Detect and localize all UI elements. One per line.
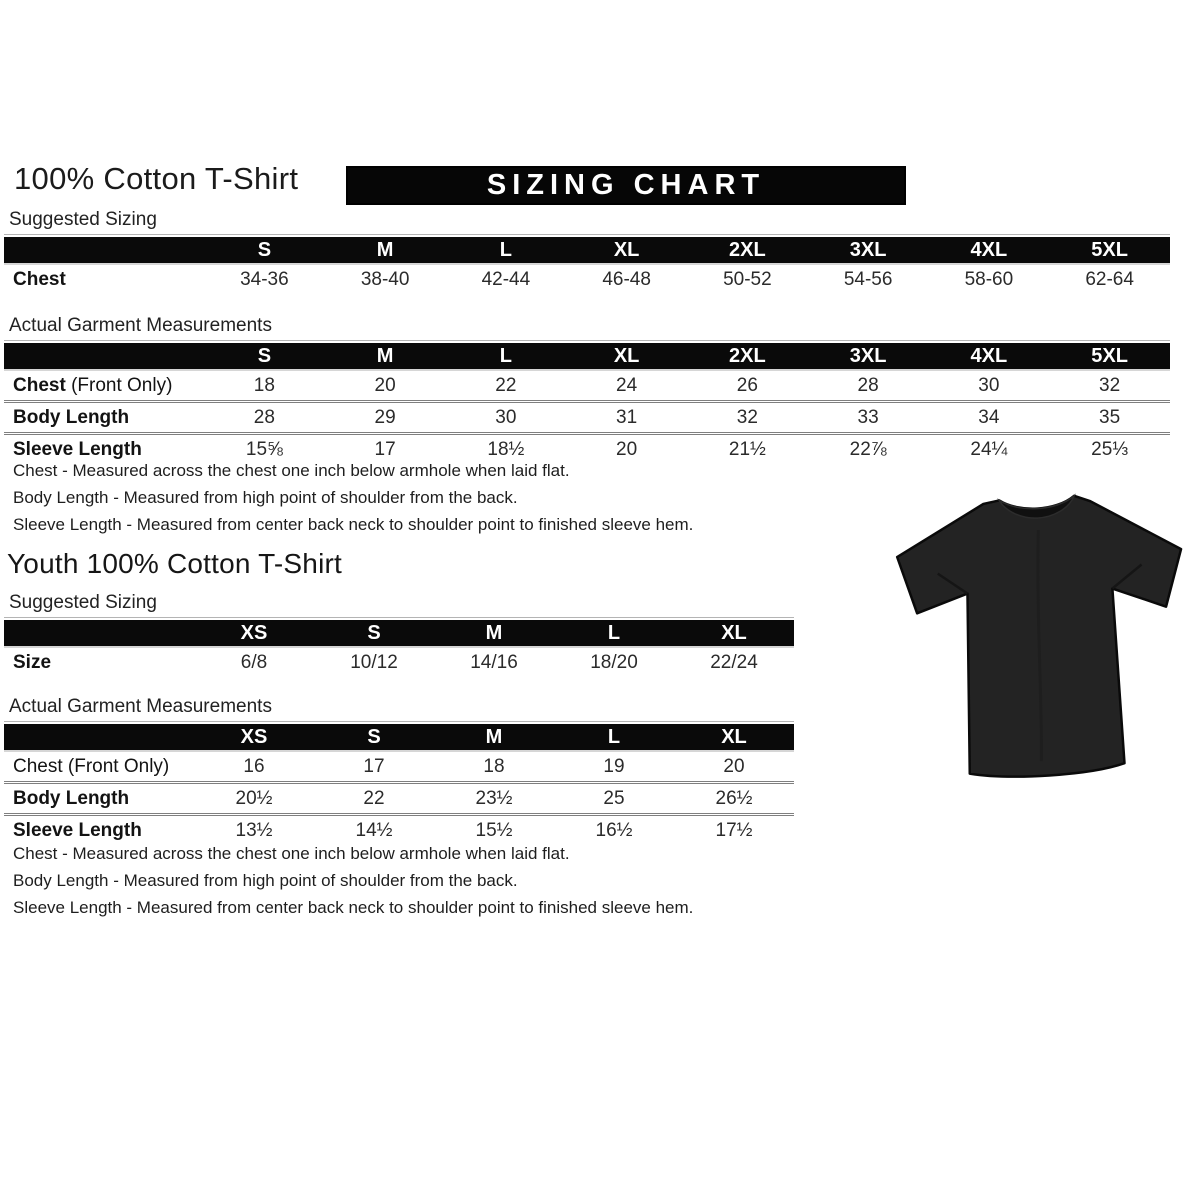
size-header-row: [4, 237, 1170, 264]
size-header-row: [4, 343, 1170, 370]
size-column-header: 5XL: [1049, 343, 1170, 370]
measurement-value: 26: [736, 374, 758, 396]
measurement-value: 18½: [446, 434, 567, 465]
size-column-header: XL: [674, 620, 794, 647]
table-row: [4, 751, 794, 783]
measurement-value: 20: [723, 755, 745, 777]
row-label: Sleeve Length: [4, 434, 204, 465]
adult-actual-table: [4, 343, 1170, 464]
measurement-value: 17: [325, 434, 446, 465]
size-column-header: M: [325, 343, 446, 370]
measurement-value: 20: [374, 374, 396, 396]
size-column-header: S: [204, 237, 325, 264]
measurement-value: 18/20: [590, 651, 638, 673]
measurement-value: 38-40: [360, 268, 410, 290]
row-label: Size: [13, 651, 52, 673]
measurement-value: 16: [243, 755, 265, 777]
measurement-value: 62-64: [1085, 268, 1134, 290]
adult-actual-section: [4, 315, 1170, 464]
size-column-header: XS: [194, 620, 314, 647]
size-column-header: 3XL: [808, 343, 929, 370]
row-label-header: [4, 343, 204, 370]
size-column-header: 2XL: [687, 237, 808, 264]
measurement-value: 30: [978, 374, 1000, 396]
adult-suggested-table: [4, 237, 1170, 294]
measurement-value: 14½: [314, 815, 434, 846]
size-column-header: 4XL: [929, 343, 1050, 370]
size-column-header: M: [325, 237, 446, 264]
size-column-header: XL: [566, 237, 687, 264]
suggested-sizing-label: Suggested Sizing: [4, 592, 794, 618]
measurement-value: 58-60: [964, 268, 1014, 290]
measurement-value: 19: [603, 755, 625, 777]
row-label: Chest (Front Only): [13, 374, 173, 396]
row-label: Body Length: [4, 783, 194, 815]
size-column-header: S: [314, 620, 434, 647]
body-length-note: Body Length - Measured from high point of shoulder from the back.: [13, 871, 518, 890]
row-label-header: [4, 237, 204, 264]
youth-suggested-section: [4, 592, 794, 677]
measurement-value: 33: [808, 402, 929, 434]
measurement-value: 14/16: [470, 651, 518, 673]
row-label-header: [4, 724, 194, 751]
sleeve-length-note: Sleeve Length - Measured from center back neck to shoulder point to finished sleeve hem.: [13, 515, 694, 534]
size-column-header: L: [554, 724, 674, 751]
size-column-header: L: [446, 237, 567, 264]
size-column-header: 4XL: [929, 237, 1050, 264]
measurement-value: 24¼: [929, 434, 1050, 465]
size-column-header: 5XL: [1049, 237, 1170, 264]
size-column-header: M: [434, 724, 554, 751]
measurement-value: 28: [857, 374, 879, 396]
size-column-header: L: [446, 343, 567, 370]
table-row: [4, 647, 794, 677]
suggested-sizing-label: Suggested Sizing: [4, 209, 1170, 235]
measurement-value: 22: [495, 374, 517, 396]
measurement-value: 16½: [554, 815, 674, 846]
measurement-value: 35: [1049, 402, 1170, 434]
measurement-value: 34-36: [240, 268, 289, 290]
table-row: [4, 783, 794, 815]
size-column-header: L: [554, 620, 674, 647]
size-column-header: 2XL: [687, 343, 808, 370]
measurement-value: 17: [363, 755, 385, 777]
size-column-header: M: [434, 620, 554, 647]
measurement-value: 18: [253, 374, 275, 396]
measurement-value: 15½: [434, 815, 554, 846]
measurement-value: 21½: [687, 434, 808, 465]
page-title: 100% Cotton T-Shirt: [14, 161, 299, 196]
youth-notes: [13, 840, 693, 921]
actual-measurements-label: Actual Garment Measurements: [4, 315, 1170, 341]
measurement-value: 32: [1099, 374, 1121, 396]
measurement-value: 17½: [674, 815, 794, 846]
measurement-value: 31: [566, 402, 687, 434]
measurement-value: 30: [446, 402, 567, 434]
measurement-value: 29: [325, 402, 446, 434]
measurement-value: 54-56: [843, 268, 893, 290]
youth-actual-section: [4, 696, 794, 845]
size-header-row: [4, 620, 794, 647]
sizing-chart-banner: SIZING CHART: [346, 166, 906, 205]
measurement-value: 26½: [674, 783, 794, 815]
chest-note: Chest - Measured across the chest one inch below armhole when laid flat.: [13, 844, 570, 863]
row-label: Body Length: [4, 402, 204, 434]
table-row: [4, 264, 1170, 294]
row-label-header: [4, 620, 194, 647]
tshirt-graphic: [890, 468, 1195, 803]
size-column-header: 3XL: [808, 237, 929, 264]
measurement-value: 32: [687, 402, 808, 434]
size-column-header: S: [204, 343, 325, 370]
measurement-value: 50-52: [723, 268, 772, 290]
measurement-value: 13½: [194, 815, 314, 846]
measurement-value: 24: [616, 374, 638, 396]
size-header-row: [4, 724, 794, 751]
measurement-value: 23½: [434, 783, 554, 815]
youth-section-title: Youth 100% Cotton T-Shirt: [7, 548, 342, 579]
measurement-value: 42-44: [481, 268, 531, 290]
measurement-value: 20½: [194, 783, 314, 815]
measurement-value: 22: [314, 783, 434, 815]
youth-suggested-table: [4, 620, 794, 677]
adult-notes: [13, 457, 693, 538]
measurement-value: 34: [929, 402, 1050, 434]
measurement-value: 28: [204, 402, 325, 434]
size-column-header: S: [314, 724, 434, 751]
sleeve-length-note: Sleeve Length - Measured from center back neck to shoulder point to finished sleeve hem.: [13, 898, 694, 917]
measurement-value: 25⅓: [1049, 434, 1170, 465]
black-tshirt-image: [890, 468, 1195, 803]
measurement-value: 22/24: [710, 651, 758, 673]
measurement-value: 46-48: [602, 268, 651, 290]
measurement-value: 22⅞: [808, 434, 929, 465]
size-column-header: XS: [194, 724, 314, 751]
measurement-value: 10/12: [350, 651, 398, 673]
measurement-value: 15⅝: [204, 434, 325, 465]
chest-note: Chest - Measured across the chest one inch below armhole when laid flat.: [13, 461, 570, 480]
measurement-value: 20: [566, 434, 687, 465]
adult-suggested-section: [4, 209, 1170, 294]
row-label: Sleeve Length: [4, 815, 194, 846]
size-column-header: XL: [674, 724, 794, 751]
table-row: [4, 402, 1170, 434]
table-row: [4, 370, 1170, 402]
actual-measurements-label: Actual Garment Measurements: [4, 696, 794, 722]
measurement-value: 25: [554, 783, 674, 815]
body-length-note: Body Length - Measured from high point of shoulder from the back.: [13, 488, 518, 507]
row-label: Chest: [13, 268, 66, 290]
youth-actual-table: [4, 724, 794, 845]
row-label: Chest (Front Only): [13, 755, 170, 777]
measurement-value: 6/8: [240, 651, 268, 673]
measurement-value: 18: [483, 755, 505, 777]
size-column-header: XL: [566, 343, 687, 370]
